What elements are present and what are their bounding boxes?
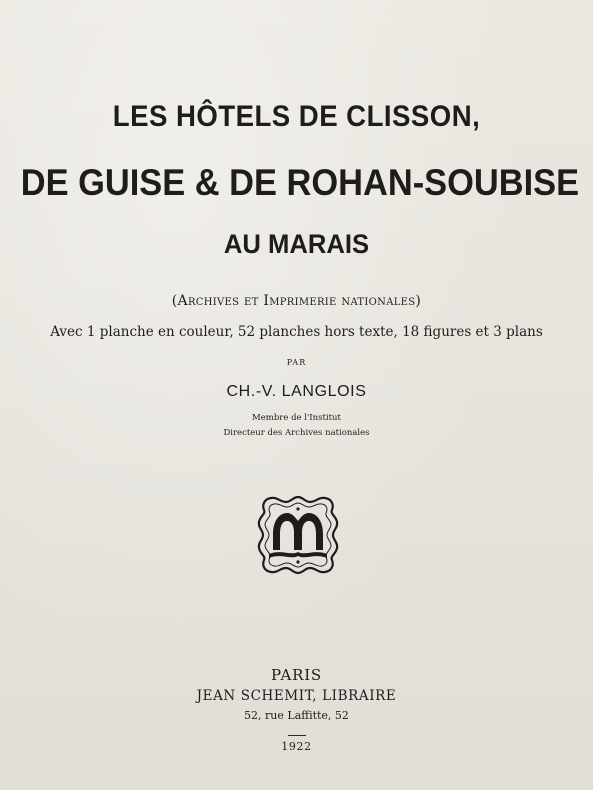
title-line-2: DE GUISE & DE ROHAN-SOUBISE — [20, 162, 580, 203]
publisher-monogram-m-icon — [256, 494, 340, 576]
title-line-3: AU MARAIS — [223, 229, 370, 259]
byline-par: PAR — [286, 358, 307, 367]
author-affiliation-1: Membre de l'Institut — [252, 413, 341, 423]
author-name: CH.-V. LANGLOIS — [226, 383, 367, 400]
imprint-address: 52, rue Laffitte, 52 — [244, 709, 349, 722]
divider-rule — [288, 735, 306, 736]
subtitle-archives: (Archives et Imprimerie nationales) — [171, 293, 422, 309]
subtitle-contents: Avec 1 planche en couleur, 52 planches hors texte, 18 figures et 3 plans — [50, 324, 543, 340]
title-line-1: LES HÔTELS DE CLISSON, — [112, 100, 481, 133]
imprint-year: 1922 — [281, 740, 312, 753]
author-affiliation-2: Directeur des Archives nationales — [223, 428, 370, 438]
imprint-publisher: JEAN SCHEMIT, LIBRAIRE — [196, 688, 397, 704]
imprint-city: PARIS — [270, 666, 323, 684]
